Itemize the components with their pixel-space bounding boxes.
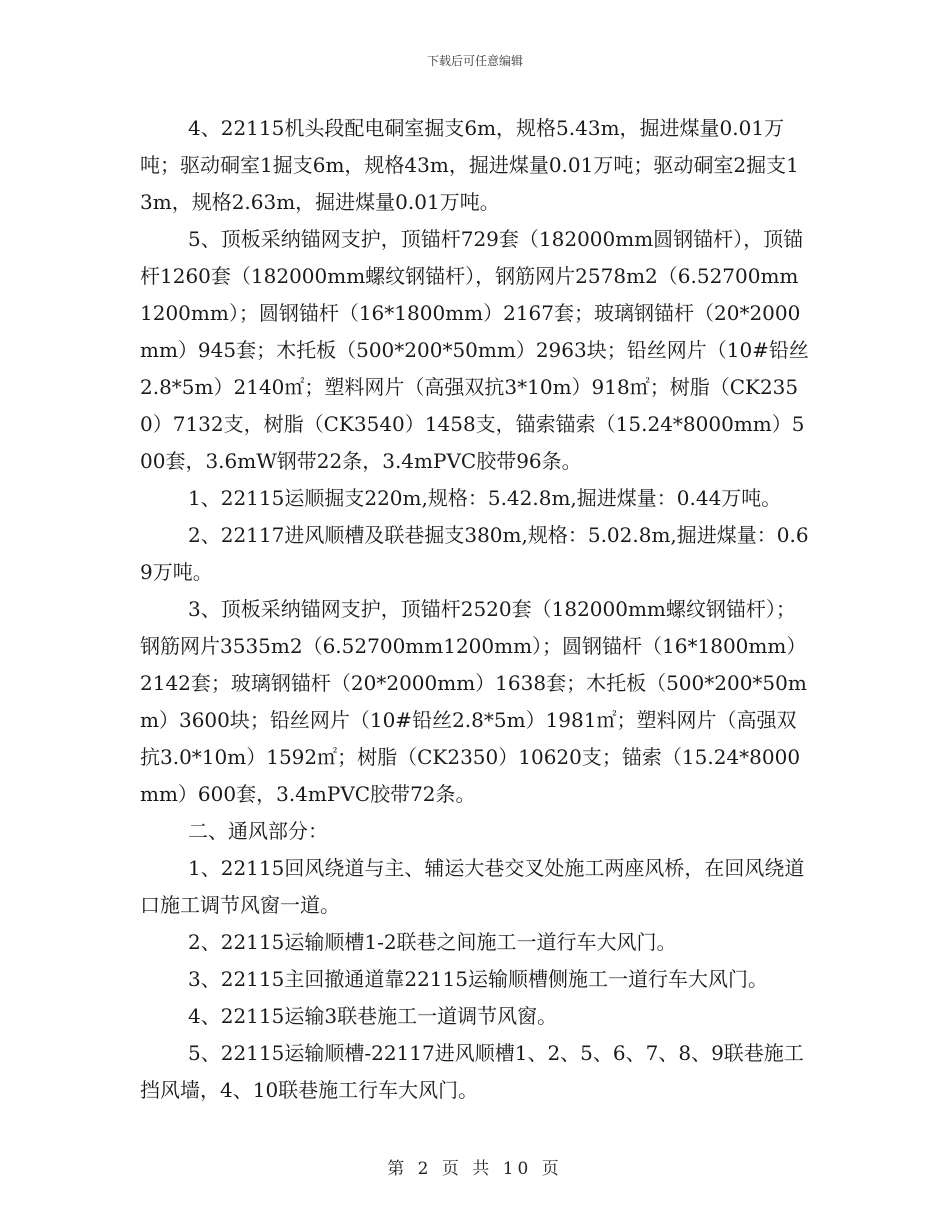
paragraph: 4、22115机头段配电硐室掘支6m，规格5.43m，掘进煤量0.01万吨；驱动硐室1掘支6m，规格43m，掘进煤量0.01万吨；驱动硐室2掘支13m，规格2.63m，掘进煤量0.01万吨。 — [140, 116, 799, 214]
paragraph: 3、22115主回撤通道靠22115运输顺槽侧施工一道行车大风门。 — [188, 967, 768, 991]
paragraph: 2、22117进风顺槽及联巷掘支380m,规格：5.02.8m,掘进煤量：0.69万吨。 — [140, 523, 809, 584]
paragraph: 2、22115运输顺槽1-2联巷之间施工一道行车大风门。 — [188, 930, 677, 954]
page-number: 第 2 页 共 10 页 — [387, 1159, 563, 1179]
paragraph: 1、22115回风绕道与主、辅运大巷交叉处施工两座风桥，在回风绕道口施工调节风窗一道。 — [140, 856, 805, 917]
page-header: 下载后可任意编辑 — [426, 54, 523, 68]
paragraph: 1、22115运顺掘支220m,规格：5.42.8m,掘进煤量：0.44万吨。 — [188, 486, 782, 510]
paragraph: 5、顶板采纳锚网支护，顶锚杆729套（182000mm圆钢锚杆），顶锚杆1260套（182000mm螺纹钢锚杆），钢筋网片2578m2（6.52700mm1200mm）；圆钢锚杆（16*1800mm）2167套；玻璃钢锚杆（20*2000mm）945套；木托板（500*200*50mm）2963块；铅丝网片（10#铅丝2.8*5m）2140㎡；塑料网片（高强双抗3*10m）918㎡；树脂（CK2350）7132支，树脂（CK3540）1458支，锚索锚索（15.24*8000mm）500套，3.6mW钢带22条，3.4mPVC胶带96条。 — [140, 227, 809, 473]
paragraph: 4、22115运输3联巷施工一道调节风窗。 — [188, 1004, 558, 1028]
section-heading: 二、通风部分： — [188, 819, 328, 843]
document-body — [140, 110, 810, 1109]
paragraph: 5、22115运输顺槽-22117进风顺槽1、2、5、6、7、8、9联巷施工挡风墙，4、10联巷施工行车大风门。 — [140, 1041, 804, 1102]
paragraph: 3、顶板采纳锚网支护，顶锚杆2520套（182000mm螺纹钢锚杆）；钢筋网片3535m2（6.52700mm1200mm）；圆钢锚杆（16*1800mm）2142套；玻璃钢锚杆（20*2000mm）1638套；木托板（500*200*50mm）3600块；铅丝网片（10#铅丝2.8*5m）1981㎡；塑料网片（高强双抗3.0*10m）1592㎡；树脂（CK2350）10620支；锚索（15.24*8000mm）600套，3.4mPVC胶带72条。 — [140, 597, 807, 806]
